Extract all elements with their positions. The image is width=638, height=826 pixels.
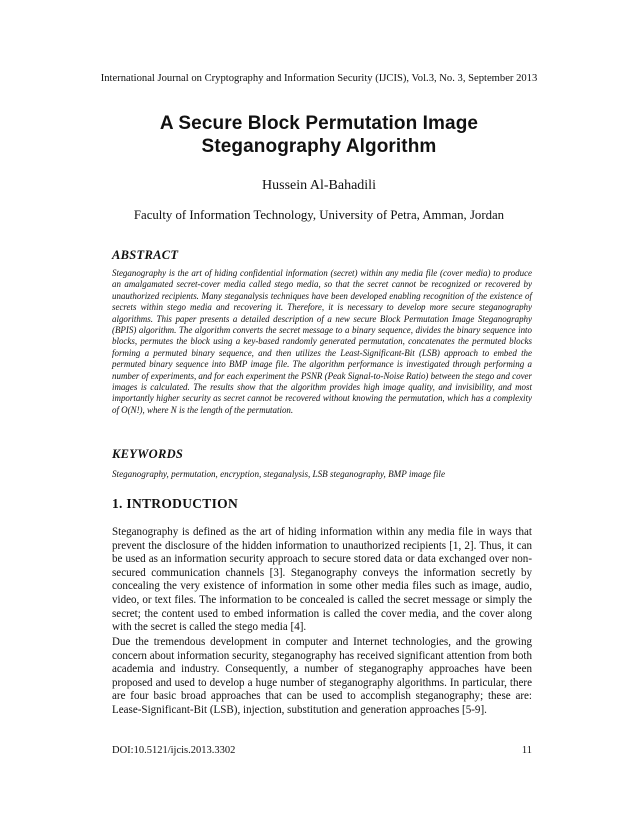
journal-header: International Journal on Cryptography and Information Security (IJCIS), Vol.3, No. 3, September 2013	[100, 73, 538, 84]
abstract-body: Steganography is the art of hiding confidential information (secret) within any media file (cover media) to produce an amalgamated secret-cover media called stego media, so that the secret cannot be recognized or recovered by unauthorized recipients. Many steganalysis techniques have been developed enabling recognition of the existence of secrets within stego media and recovering it. Therefore, it is necessary to develop more secure steganography algorithms. This paper presents a detailed description of a new secure Block Permutation Image Steganography (BPIS) algorithm. The algorithm converts the secret message to a binary sequence, divides the binary sequence into blocks, permutes the block using a key-based randomly generated permutation, concatenates the permuted blocks forming a permuted binary sequence, and then utilizes the Least-Significant-Bit (LSB) approach to embed the permuted binary sequence into BMP image file. The algorithm performance is investigated through performing a number of experiments, and for each experiment the PSNR (Peak Signal-to-Noise Ratio) between the stego and cover images is calculated. The results show that the algorithm provides high image quality, and invisibility, and most importantly higher security as secret cannot be recovered without knowing the permutation, which has a complexity of O(N!), where N is the length of the permutation.	[112, 268, 532, 415]
abstract-heading: ABSTRACT	[112, 248, 179, 262]
introduction-heading: 1. INTRODUCTION	[112, 496, 239, 511]
keywords-body: Steganography, permutation, encryption, steganalysis, LSB steganography, BMP image file	[112, 469, 445, 479]
author-affiliation: Faculty of Information Technology, University of Petra, Amman, Jordan	[133, 208, 505, 222]
keywords-heading: KEYWORDS	[112, 447, 184, 461]
title-line-1: A Secure Block Permutation Image	[159, 113, 479, 134]
intro-paragraph-2: Due the tremendous development in computer and Internet technologies, and the growing concern about information security, steganography has received significant attention from both academia and industry. Consequently, a number of steganography approaches have been proposed and used to develop a huge number of steganography algorithms. In particular, there are four basic broad approaches that can be used to accomplish steganography; these are: Lease-Significant-Bit (LSB), injection, substitution and generation approaches [5-9].	[112, 636, 532, 716]
author-name: Hussein Al-Bahadili	[262, 178, 376, 193]
intro-paragraph-1: Steganography is defined as the art of hiding information within any media file in ways that prevent the disclosure of the hidden information to unauthorized recipients [1, 2]. Thus, it can be used as an information security approach to secure stored data or data exchanged over non-secured communication channels [3]. Steganography conveys the information secretly by concealing the very existence of information in some other media files such as image, audio, video, or text files. The information to be concealed is called the secret message or simply the secret; the content used to embed information is called the cover media, and the cover along with the secret is called the stego media [4].	[112, 526, 532, 634]
page-number: 11	[521, 745, 532, 756]
title-line-2: Steganography Algorithm	[201, 136, 437, 157]
doi-footer: DOI:10.5121/ijcis.2013.3302	[112, 745, 236, 756]
paper-title	[60, 112, 578, 158]
